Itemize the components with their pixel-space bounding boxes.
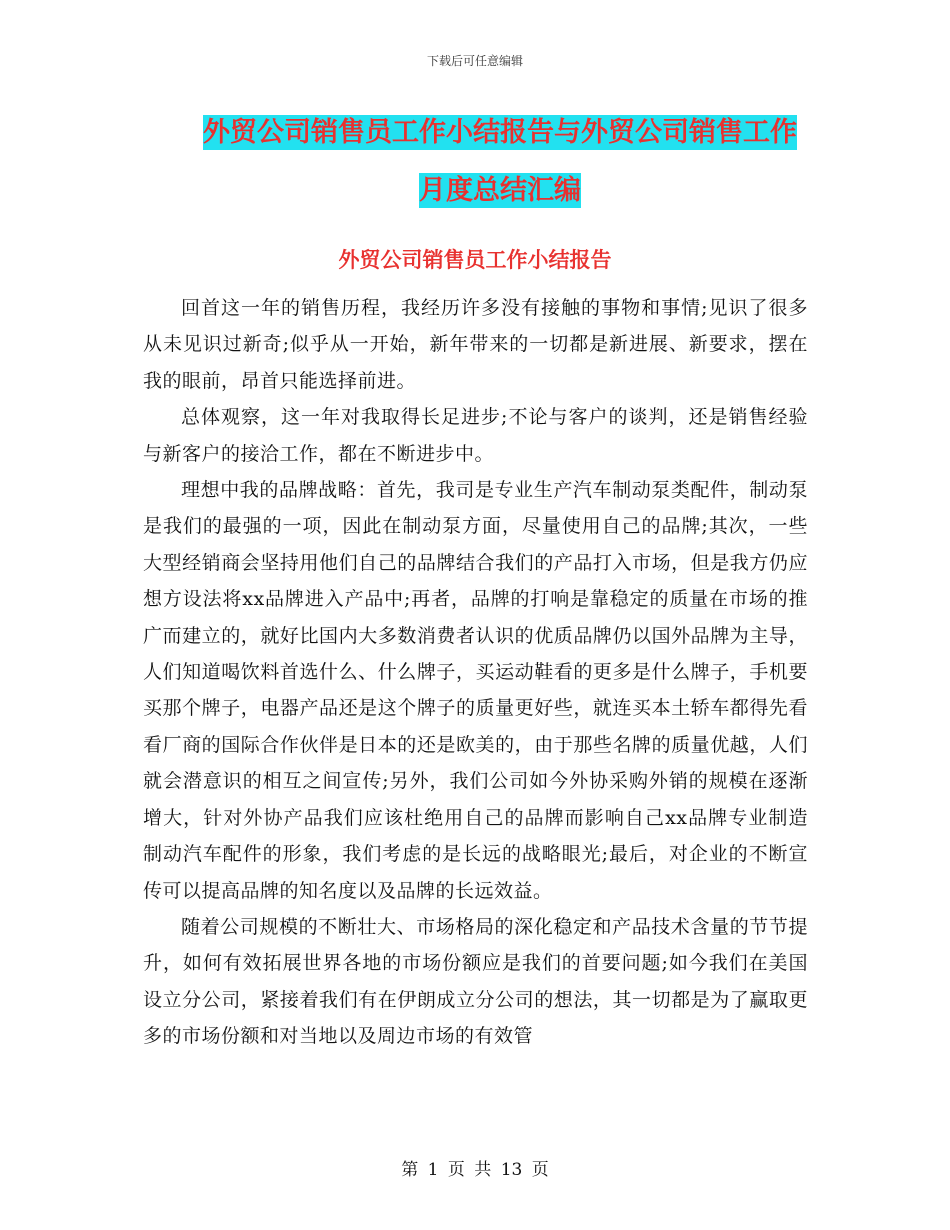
paragraph: 理想中我的品牌战略：首先，我司是专业生产汽车制动泵类配件，制动泵是我们的最强的一项，因此在制动泵方面，尽量使用自己的品牌;其次，一些大型经销商会坚持用他们自己的品牌结合我们的产品打入市场，但是我方仍应想方设法将xx品牌进入产品中;再者，品牌的打响是靠稳定的质量在市场的推广而建立的，就好比国内大多数消费者认识的优质品牌仍以国外品牌为主导，人们知道喝饮料首选什么、什么牌子，买运动鞋看的更多是什么牌子，手机要买那个牌子，电器产品还是这个牌子的质量更好些，就连买本土轿车都得先看看厂商的国际合作伙伴是日本的还是欧美的，由于那些名牌的质量优越，人们就会潜意识的相互之间宣传;另外，我们公司如今外协采购外销的规模在逐渐增大，针对外协产品我们应该杜绝用自己的品牌而影响自己xx品牌专业制造制动汽车配件的形象，我们考虑的是长远的战略眼光;最后，对企业的不断宣传可以提高品牌的知名度以及品牌的长远效益。 bbox=[143, 479, 808, 902]
paragraph: 回首这一年的销售历程，我经历许多没有接触的事物和事情;见识了很多从未见识过新奇;似乎从一开始，新年带来的一切都是新进展、新要求，摆在我的眼前，昂首只能选择前进。 bbox=[143, 297, 808, 392]
header-note: 下载后可任意编辑 bbox=[426, 54, 523, 68]
paragraph: 随着公司规模的不断壮大、市场格局的深化稳定和产品技术含量的节节提升，如何有效拓展世界各地的市场份额应是我们的首要问题;如今我们在美国设立分公司，紧接着我们有在伊朗成立分公司的想法，其一切都是为了赢取更多的市场份额和对当地以及周边市场的有效管 bbox=[143, 915, 808, 1048]
section-title: 外贸公司销售员工作小结报告 bbox=[338, 248, 612, 272]
page-number: 第 1 页 共 13 页 bbox=[401, 1160, 549, 1180]
document-title-text: 外贸公司销售员工作小结报告与外贸公司销售工作月度总结汇编 bbox=[203, 117, 797, 206]
document-title bbox=[190, 104, 810, 220]
paragraph: 总体观察，这一年对我取得长足进步;不论与客户的谈判，还是销售经验与新客户的接洽工作，都在不断进步中。 bbox=[143, 406, 808, 465]
body-text bbox=[143, 290, 808, 1055]
